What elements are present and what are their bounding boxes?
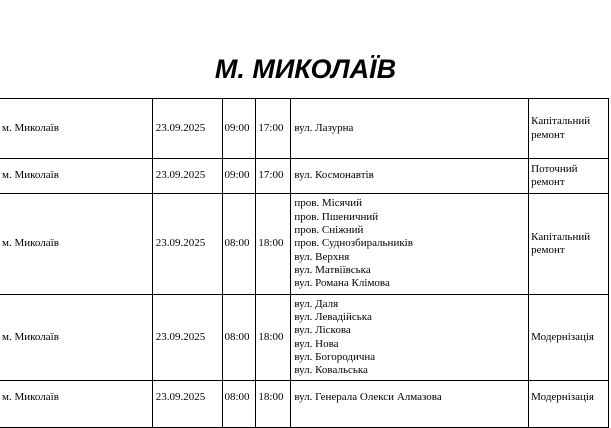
- date-cell: 23.09.2025: [152, 159, 222, 194]
- city-cell: м. Миколаїв: [0, 381, 152, 428]
- city-cell: м. Миколаїв: [0, 295, 152, 381]
- work-type-cell: Капітальний ремонт: [529, 99, 609, 159]
- street-item: вул. Даля: [294, 297, 339, 310]
- end-time-cell: 18:00: [256, 194, 291, 295]
- street-item: вул. Матвіївська: [294, 263, 371, 276]
- streets-cell: [291, 194, 529, 295]
- street-item: пров. Місячий: [294, 197, 362, 210]
- table-row: [0, 194, 609, 295]
- outage-schedule-table: [0, 98, 609, 428]
- date-cell: 23.09.2025: [152, 194, 222, 295]
- street-item: вул. Нова: [294, 337, 339, 350]
- street-item: пров. Пшеничний: [294, 210, 379, 223]
- table-row: [0, 381, 609, 428]
- work-type-cell: Модернізація: [529, 295, 609, 381]
- city-cell: м. Миколаїв: [0, 159, 152, 194]
- street-item: вул. Лазурна: [294, 121, 354, 134]
- streets-cell: [291, 159, 529, 194]
- end-time-cell: 17:00: [256, 159, 291, 194]
- city-cell: м. Миколаїв: [0, 99, 152, 159]
- table-row: [0, 295, 609, 381]
- street-item: вул. Романа Клімова: [294, 277, 390, 290]
- street-item: пров. Сніжний: [294, 224, 364, 237]
- work-type-cell: Поточний ремонт: [529, 159, 609, 194]
- start-time-cell: 08:00: [222, 194, 256, 295]
- streets-cell: [291, 99, 529, 159]
- end-time-cell: 18:00: [256, 381, 291, 428]
- street-item: вул. Левадійська: [294, 310, 372, 323]
- start-time-cell: 08:00: [222, 295, 256, 381]
- street-item: вул. Верхня: [294, 250, 350, 263]
- table-row: [0, 99, 609, 159]
- work-type-cell: Модернізація: [529, 381, 609, 428]
- start-time-cell: 08:00: [222, 381, 256, 428]
- street-item: вул. Лiскова: [294, 324, 351, 337]
- street-item: вул. Космонавтів: [294, 169, 374, 182]
- work-type-cell: Капітальний ремонт: [529, 194, 609, 295]
- table-row: [0, 159, 609, 194]
- streets-cell: [291, 381, 529, 428]
- date-cell: 23.09.2025: [152, 381, 222, 428]
- page-title: М. МИКОЛАЇВ: [214, 54, 397, 84]
- date-cell: 23.09.2025: [152, 99, 222, 159]
- date-cell: 23.09.2025: [152, 295, 222, 381]
- street-item: вул. Ковальська: [294, 364, 368, 377]
- streets-cell: [291, 295, 529, 381]
- street-item: вул. Генерала Олекси Алмазова: [294, 391, 442, 403]
- start-time-cell: 09:00: [222, 159, 256, 194]
- end-time-cell: 18:00: [256, 295, 291, 381]
- street-item: пров. Суднозбиральників: [294, 237, 413, 250]
- end-time-cell: 17:00: [256, 99, 291, 159]
- street-item: вул. Богородична: [294, 350, 376, 363]
- start-time-cell: 09:00: [222, 99, 256, 159]
- city-cell: м. Миколаїв: [0, 194, 152, 295]
